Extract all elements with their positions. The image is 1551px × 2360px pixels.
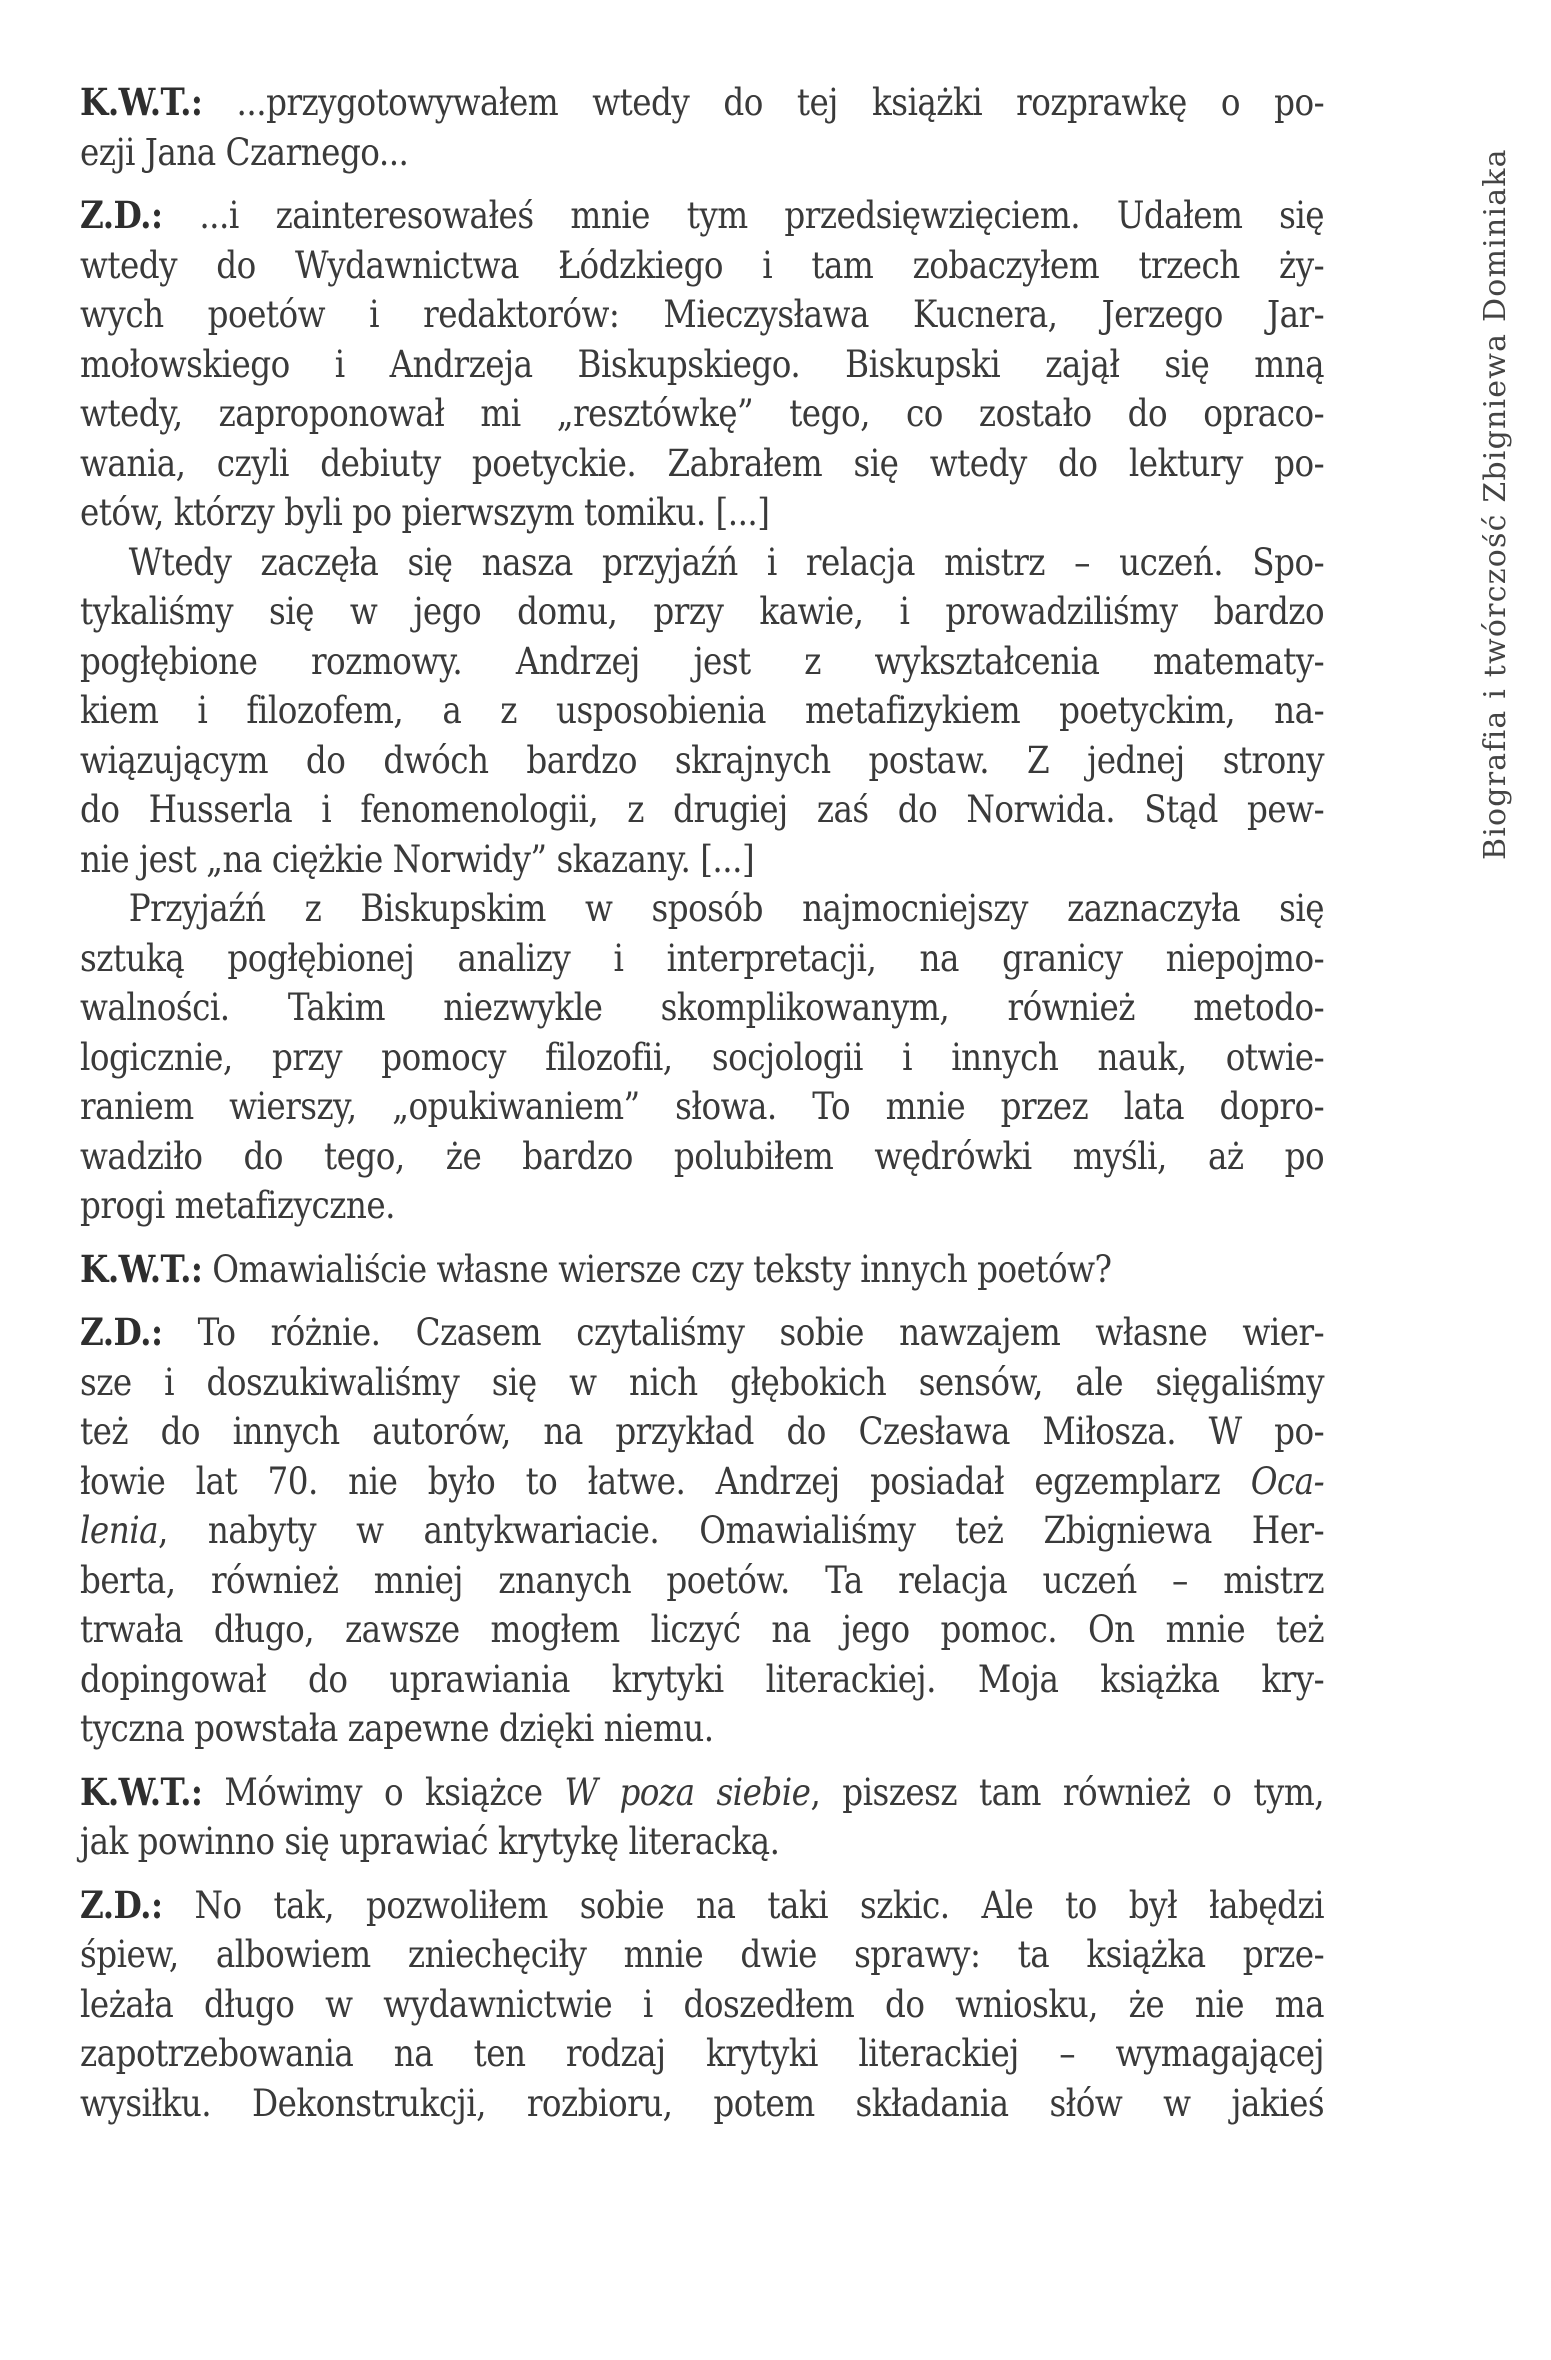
text-line: Przyjaźń z Biskupskim w sposób najmocniejszy zaznaczyła się — [128, 886, 1325, 930]
text-line: śpiew, albowiem zniechęciły mnie dwie sprawy: ta książka prze- — [80, 1932, 1325, 1976]
exchange-kwt-3 — [80, 1768, 1324, 1867]
exchange-zd-2 — [80, 1308, 1324, 1754]
text-line — [80, 1506, 1324, 1556]
text-line: berta, również mniej znanych poetów. Ta relacja uczeń – mistrz — [80, 1557, 1325, 1602]
text-line: walności. Takim niezwykle skomplikowanym, również metodo- — [80, 985, 1325, 1029]
text-line: tyczna powstała zapewne dzięki niemu. — [80, 1706, 714, 1750]
text-line: logicznie, przy pomocy filozofii, socjologii i innych nauk, otwie- — [80, 1034, 1325, 1079]
speaker-label: K.W.T.: — [80, 1769, 203, 1814]
text-line: ezji Jana Czarnego... — [80, 129, 409, 174]
text-line: kiem i filozofem, a z usposobienia metafizykiem poetyckim, na- — [80, 688, 1325, 732]
text-line: pogłębione rozmowy. Andrzej jest z wykształcenia matematy- — [80, 638, 1325, 683]
speaker-label: Z.D.: — [80, 1310, 163, 1354]
text-line: wych poetów i redaktorów: Mieczysława Kucnera, Jerzego Jar- — [80, 292, 1325, 336]
exchange-kwt-2 — [80, 1245, 1324, 1295]
text-line: wadziło do tego, że bardzo polubiłem wędrówki myśli, aż po — [80, 1133, 1325, 1178]
speaker-label: Z.D.: — [80, 1882, 163, 1927]
line-text: ...przygotowywałem wtedy do tej książki rozprawkę o po- — [236, 80, 1325, 124]
text-line: zapotrzebowania na ten rodzaj krytyki literackiej – wymagającej — [80, 2031, 1325, 2075]
line-text: , nabyty w antykwariacie. Omawialiśmy też Zbigniewa Her- — [158, 1508, 1325, 1552]
text-line: mołowskiego i Andrzeja Biskupskiego. Biskupski zajął się mną — [80, 341, 1325, 386]
text-line — [80, 191, 1324, 241]
speaker-label: K.W.T.: — [80, 80, 203, 124]
text-line: etów, którzy byli po pierwszym tomiku. [...] — [80, 490, 770, 534]
page-body — [80, 78, 1325, 2128]
text-line — [80, 1308, 1324, 1358]
text-line: sze i doszukiwaliśmy się w nich głębokich sensów, ale sięgaliśmy — [80, 1359, 1325, 1404]
exchange-zd-3 — [80, 1881, 1324, 2129]
text-line: wtedy do Wydawnictwa Łódzkiego i tam zobaczyłem trzech ży- — [80, 242, 1325, 287]
speaker-label: K.W.T.: — [80, 1246, 203, 1291]
exchange-kwt-1 — [80, 78, 1324, 177]
text-line — [80, 1881, 1324, 1931]
book-title-italic: Oca- — [1250, 1458, 1325, 1503]
text-line: wania, czyli debiuty poetyckie. Zabrałem się wtedy do lektury po- — [80, 440, 1325, 485]
line-text: , piszesz tam również o tym, — [810, 1769, 1325, 1814]
text-line — [80, 78, 1324, 128]
text-line: też do innych autorów, na przykład do Czesława Miłosza. W po- — [80, 1409, 1325, 1453]
line-text: ...i zainteresowałeś mnie tym przedsięwzięciem. Udałem się — [199, 193, 1325, 237]
text-line: wtedy, zaproponował mi „resztówkę” tego, co zostało do opraco- — [80, 391, 1325, 435]
text-line: jak powinno się uprawiać krytykę literacką. — [80, 1819, 780, 1863]
text-line: sztuką pogłębionej analizy i interpretacji, na granicy niepojmo- — [80, 935, 1325, 980]
text-line — [80, 1245, 1324, 1295]
running-header-vertical: Biografia i twórczość Zbigniewa Dominiaka — [1478, 148, 1513, 860]
line-text: Mówimy o książce — [224, 1769, 565, 1814]
text-line — [80, 1457, 1324, 1507]
book-title-italic: W poza siebie — [564, 1769, 811, 1814]
text-line: leżała długo w wydawnictwie i doszedłem do wniosku, że nie ma — [80, 1981, 1325, 2026]
text-line: nie jest „na ciężkie Norwidy” skazany. [...] — [80, 836, 755, 881]
line-text: To różnie. Czasem czytaliśmy sobie nawzajem własne wier- — [197, 1310, 1325, 1354]
line-text: Omawialiście własne wiersze czy teksty innych poetów? — [212, 1246, 1112, 1291]
text-line — [80, 1768, 1324, 1818]
text-line: progi metafizyczne. — [80, 1183, 395, 1227]
text-line: tykaliśmy się w jego domu, przy kawie, i prowadziliśmy bardzo — [80, 589, 1325, 633]
text-line: do Husserla i fenomenologii, z drugiej zaś do Norwida. Stąd pew- — [80, 787, 1325, 831]
exchange-zd-1 — [80, 191, 1324, 1231]
text-line: raniem wierszy, „opukiwaniem” słowa. To mnie przez lata dopro- — [80, 1084, 1325, 1128]
book-title-italic: lenia — [80, 1508, 159, 1552]
line-text: łowie lat 70. nie było to łatwe. Andrzej posiadał egzemplarz — [80, 1458, 1251, 1503]
text-line: dopingował do uprawiania krytyki literackiej. Moja książka kry- — [80, 1656, 1325, 1701]
text-line: Wtedy zaczęła się nasza przyjaźń i relacja mistrz – uczeń. Spo- — [128, 539, 1325, 584]
line-text: No tak, pozwoliłem sobie na taki szkic. Ale to był łabędzi — [194, 1882, 1325, 1927]
text-line: wysiłku. Dekonstrukcji, rozbioru, potem składania słów w jakieś — [80, 2080, 1325, 2125]
text-line: trwała długo, zawsze mogłem liczyć na jego pomoc. On mnie też — [80, 1607, 1325, 1651]
speaker-label: Z.D.: — [80, 193, 163, 237]
text-line: wiązującym do dwóch bardzo skrajnych postaw. Z jednej strony — [80, 737, 1325, 782]
